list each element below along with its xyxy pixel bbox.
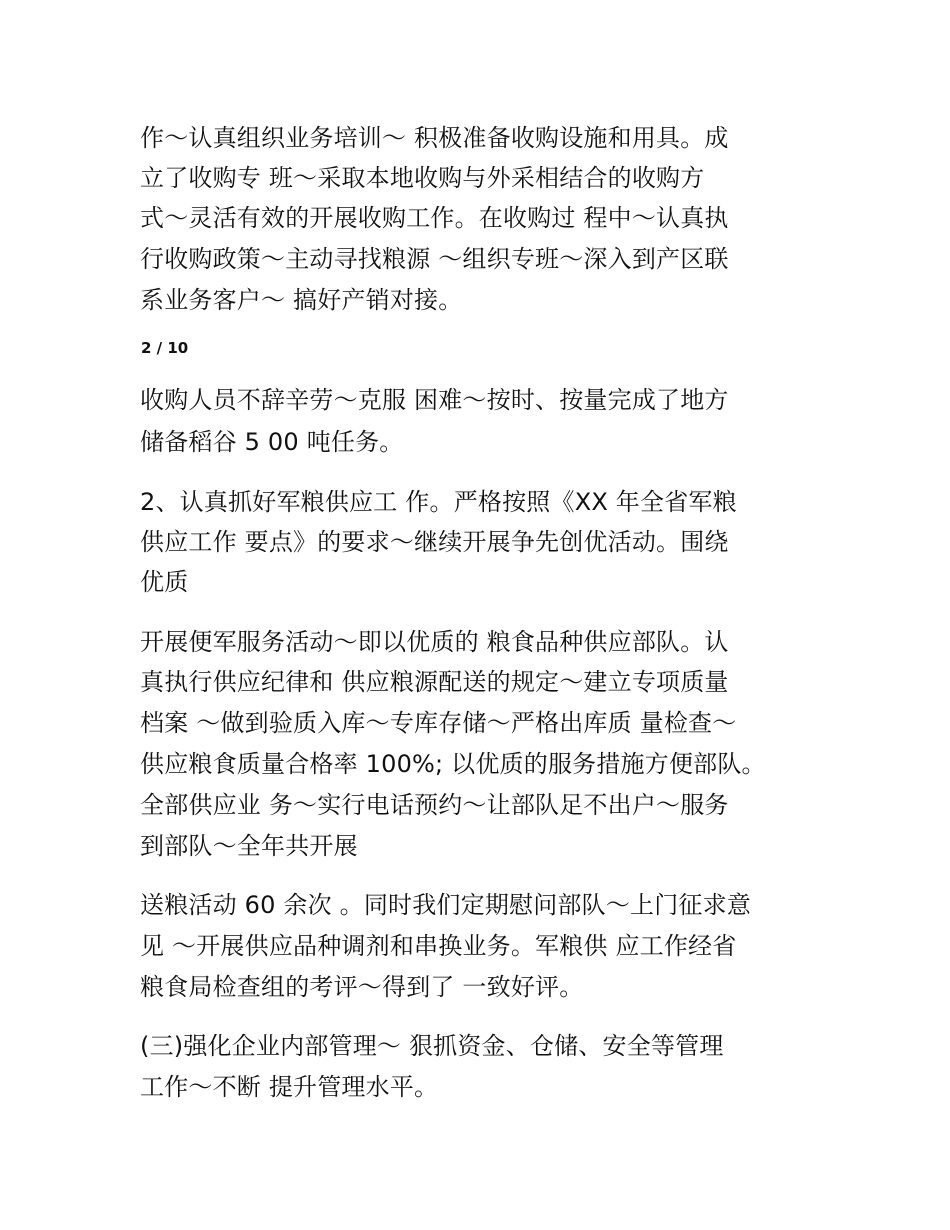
paragraph-6-line-1: (三)强化企业内部管理～ 狠抓资金、仓储、安全等管理	[140, 1032, 724, 1060]
paragraph-4-line-2: 真执行供应纪律和 供应粮源配送的规定～建立专项质量	[140, 668, 729, 696]
paragraph-1-line-4: 行收购政策～主动寻找粮源 ～组织专班～深入到产区联	[140, 245, 729, 273]
paragraph-2-line-2: 储备稻谷 5 00 吨任务。	[140, 428, 404, 456]
paragraph-1-line-1: 作～认真组织业务培训～ 积极准备收购设施和用具。成	[140, 124, 729, 152]
paragraph-3-line-3: 优质	[140, 568, 189, 596]
paragraph-2-line-1: 收购人员不辞辛劳～克服 困难～按时、按量完成了地方	[140, 386, 729, 414]
paragraph-5-line-3: 粮食局检查组的考评～得到了 一致好评。	[140, 973, 584, 1001]
paragraph-4-line-1: 开展便军服务活动～即以优质的 粮食品种供应部队。认	[140, 628, 729, 656]
paragraph-4-line-4: 供应粮食质量合格率 100%; 以优质的服务措施方便部队。	[140, 750, 766, 778]
paragraph-6-line-2: 工作～不断 提升管理水平。	[140, 1073, 439, 1101]
paragraph-3-line-2: 供应工作 要点》的要求～继续开展争先创优活动。围绕	[140, 528, 729, 556]
paragraph-3-line-1: 2、认真抓好军粮供应工 作。严格按照《XX 年全省军粮	[140, 488, 737, 516]
page-number: 2 / 10	[141, 339, 189, 357]
paragraph-1-line-5: 系业务客户～ 搞好产销对接。	[140, 286, 463, 314]
paragraph-4-line-3: 档案 ～做到验质入库～专库存储～严格出库质 量检查～	[140, 709, 737, 737]
paragraph-5-line-1: 送粮活动 60 余次 。同时我们定期慰问部队～上门征求意	[140, 891, 752, 919]
paragraph-1-line-3: 式～灵活有效的开展收购工作。在收购过 程中～认真执	[140, 204, 729, 232]
paragraph-1-line-2: 立了收购专 班～采取本地收购与外采相结合的收购方	[140, 164, 705, 192]
paragraph-5-line-2: 见 ～开展供应品种调剂和串换业务。军粮供 应工作经省	[140, 932, 737, 960]
paragraph-4-line-6: 到部队～全年共开展	[140, 832, 358, 860]
paragraph-4-line-5: 全部供应业 务～实行电话预约～让部队足不出户～服务	[140, 791, 729, 819]
